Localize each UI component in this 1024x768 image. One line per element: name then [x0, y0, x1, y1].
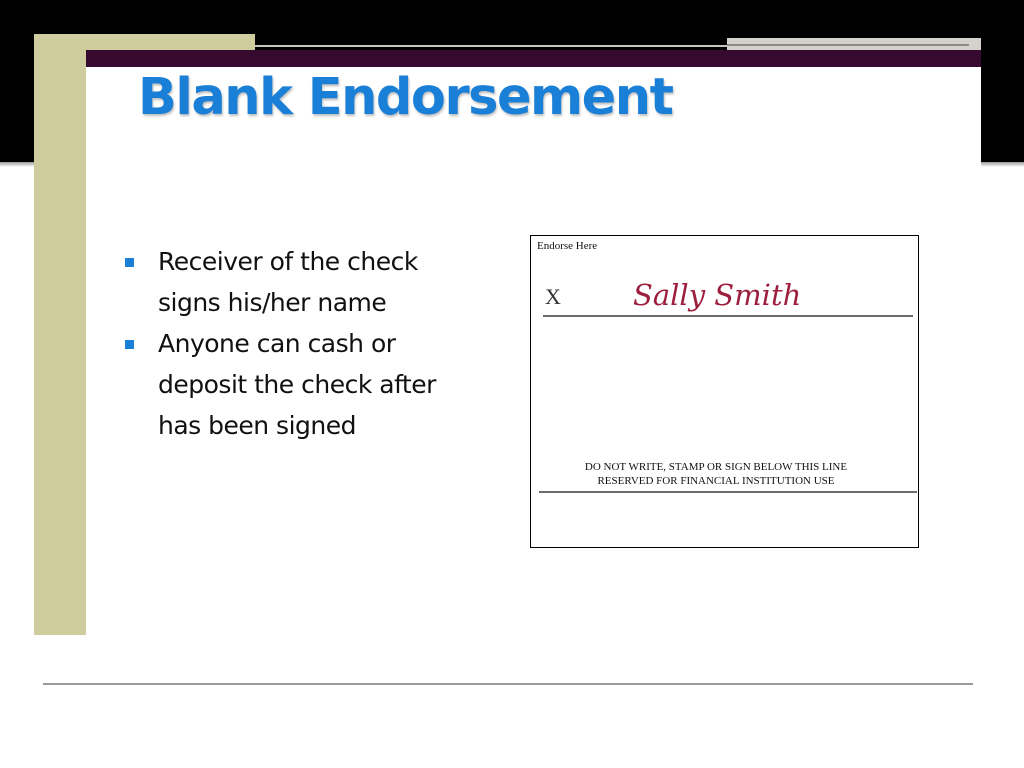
- bullet-text: Anyone can cash or deposit the check after has been signed: [158, 329, 436, 440]
- bullet-item: [122, 323, 482, 446]
- handwritten-signature: Sally Smith: [633, 278, 802, 312]
- check-endorsement-area: [530, 235, 919, 548]
- endorse-here-label: Endorse Here: [537, 240, 598, 252]
- signature-x-mark: X: [545, 284, 561, 309]
- warning-line-1: DO NOT WRITE, STAMP OR SIGN BELOW THIS LINE: [584, 461, 848, 473]
- top-right-accent-bar: [727, 38, 981, 50]
- square-bullet-icon: [125, 340, 134, 349]
- left-decorative-bar: [34, 34, 86, 635]
- signature-line: [543, 315, 913, 317]
- institution-warning: [531, 460, 901, 488]
- institution-use-line: [539, 491, 917, 493]
- title-accent-bar: [86, 50, 981, 67]
- slide-title: Blank Endorsement: [138, 68, 673, 127]
- bullet-text: Receiver of the check signs his/her name: [158, 247, 418, 317]
- footer-divider: [43, 683, 973, 685]
- bullet-list: [122, 241, 482, 446]
- bullet-item: [122, 241, 482, 323]
- square-bullet-icon: [125, 258, 134, 267]
- left-bar-cap: [86, 34, 255, 50]
- warning-line-2: RESERVED FOR FINANCIAL INSTITUTION USE: [597, 475, 835, 487]
